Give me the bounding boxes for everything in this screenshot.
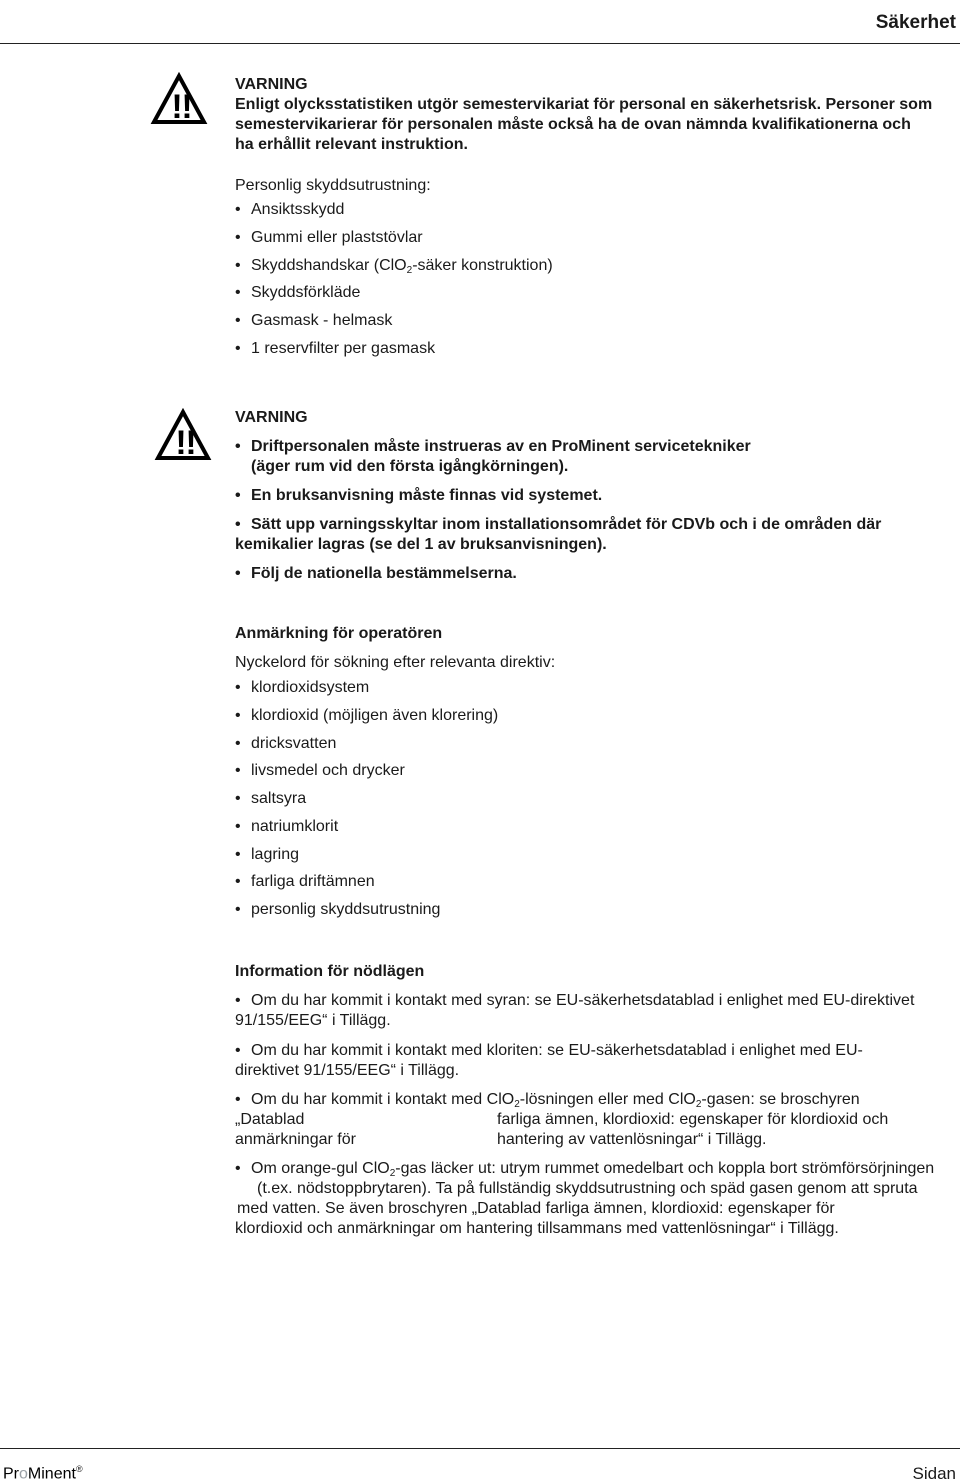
- list-item: • klordioxidsystem: [235, 679, 370, 696]
- section-intro: Nyckelord för sökning efter relevanta direktiv:: [235, 654, 556, 671]
- list-item-continuation: (t.ex. nödstoppbrytaren). Ta på fullständig skyddsutrustning och späd gasen genom att spruta: [257, 1180, 918, 1197]
- svg-text:!: !: [181, 88, 193, 126]
- list-item-continuation: (äger rum vid den första igångkörningen).: [251, 458, 569, 475]
- warning-text-line: Enligt olycksstatistiken utgör semestervikariat för personal en säkerhetsrisk. Personer som: [235, 96, 933, 113]
- list-item: • lagring: [235, 846, 300, 863]
- warning-title: VARNING: [235, 409, 308, 426]
- list-item: • 1 reservfilter per gasmask: [235, 340, 436, 357]
- list-item: • saltsyra: [235, 790, 307, 807]
- svg-text:!: !: [175, 424, 187, 462]
- list-item: • farliga driftämnen: [235, 873, 375, 890]
- list-item-continuation: hantering av vattenlösningar“ i Tillägg.: [497, 1131, 767, 1148]
- list-item: • Sätt upp varningsskyltar inom installationsområdet för CDVb och i de områden där: [235, 516, 882, 533]
- list-item: • natriumklorit: [235, 818, 339, 835]
- list-item-continuation: anmärkningar för: [235, 1131, 356, 1148]
- list-item: • Följ de nationella bestämmelserna.: [235, 565, 517, 582]
- list-item: • Gasmask - helmask: [235, 312, 393, 329]
- list-item: • Om du har kommit i kontakt med ClO$_2$-lösningen eller med ClO$_2$-gasen: se broschyren: [235, 1091, 860, 1110]
- list-item-continuation: klordioxid och anmärkningar om hantering tillsammans med vattenlösningar“ i Tillägg.: [235, 1220, 839, 1237]
- list-item-continuation: kemikalier lagras (se del 1 av bruksanvisningen).: [235, 536, 607, 553]
- list-item: • Om du har kommit i kontakt med kloriten: se EU-säkerhetsdatablad i enlighet med EU-: [235, 1042, 863, 1059]
- ppe-heading: Personlig skyddsutrustning:: [235, 177, 431, 194]
- header-divider: [0, 43, 960, 44]
- svg-text:!: !: [171, 88, 183, 126]
- brand-logo: ProMinent®: [3, 1464, 83, 1483]
- list-item: • Om orange-gul ClO$_2$-gas läcker ut: utrym rummet omedelbart och koppla bort strömförsörjningen: [235, 1160, 935, 1179]
- page-section-title: Säkerhet: [875, 12, 956, 33]
- list-item: • Ansiktsskydd: [235, 201, 345, 218]
- list-item: • klordioxid (möjligen även klorering): [235, 707, 499, 724]
- section-heading: Information för nödlägen: [235, 963, 425, 980]
- page-label: Sidan: [912, 1464, 956, 1483]
- list-item-continuation: 91/155/EEG“ i Tillägg.: [235, 1012, 391, 1029]
- list-item-continuation: farliga ämnen, klordioxid: egenskaper för klordioxid och: [497, 1111, 889, 1128]
- list-item: • En bruksanvisning måste finnas vid systemet.: [235, 487, 603, 504]
- list-item: • dricksvatten: [235, 735, 337, 752]
- warning-title: VARNING: [235, 76, 308, 93]
- section-heading: Anmärkning för operatören: [235, 625, 443, 642]
- list-item: • Skyddsförkläde: [235, 284, 361, 301]
- footer-divider: [0, 1448, 960, 1449]
- list-item: • Om du har kommit i kontakt med syran: se EU-säkerhetsdatablad i enlighet med EU-direktivet: [235, 992, 915, 1009]
- warning-triangle-icon: [152, 408, 214, 462]
- list-item: • Skyddshandskar (ClO$_2$-säker konstruktion): [235, 257, 553, 276]
- warning-text-line: ha erhållit relevant instruktion.: [235, 136, 468, 153]
- list-item: • Gummi eller plaststövlar: [235, 229, 423, 246]
- list-item-continuation: „Datablad: [235, 1111, 305, 1128]
- warning-triangle-icon: [148, 72, 210, 126]
- list-item: • Driftpersonalen måste instrueras av en ProMinent servicetekniker: [235, 438, 751, 455]
- svg-text:!: !: [185, 424, 197, 462]
- list-item: • livsmedel och drycker: [235, 762, 405, 779]
- list-item-continuation: direktivet 91/155/EEG“ i Tillägg.: [235, 1062, 460, 1079]
- list-item-continuation: med vatten. Se även broschyren „Datablad farliga ämnen, klordioxid: egenskaper för: [237, 1200, 835, 1217]
- list-item: • personlig skyddsutrustning: [235, 901, 441, 918]
- warning-text-line: semestervikarierar för personalen måste också ha de ovan nämnda kvalifikationerna och: [235, 116, 911, 133]
